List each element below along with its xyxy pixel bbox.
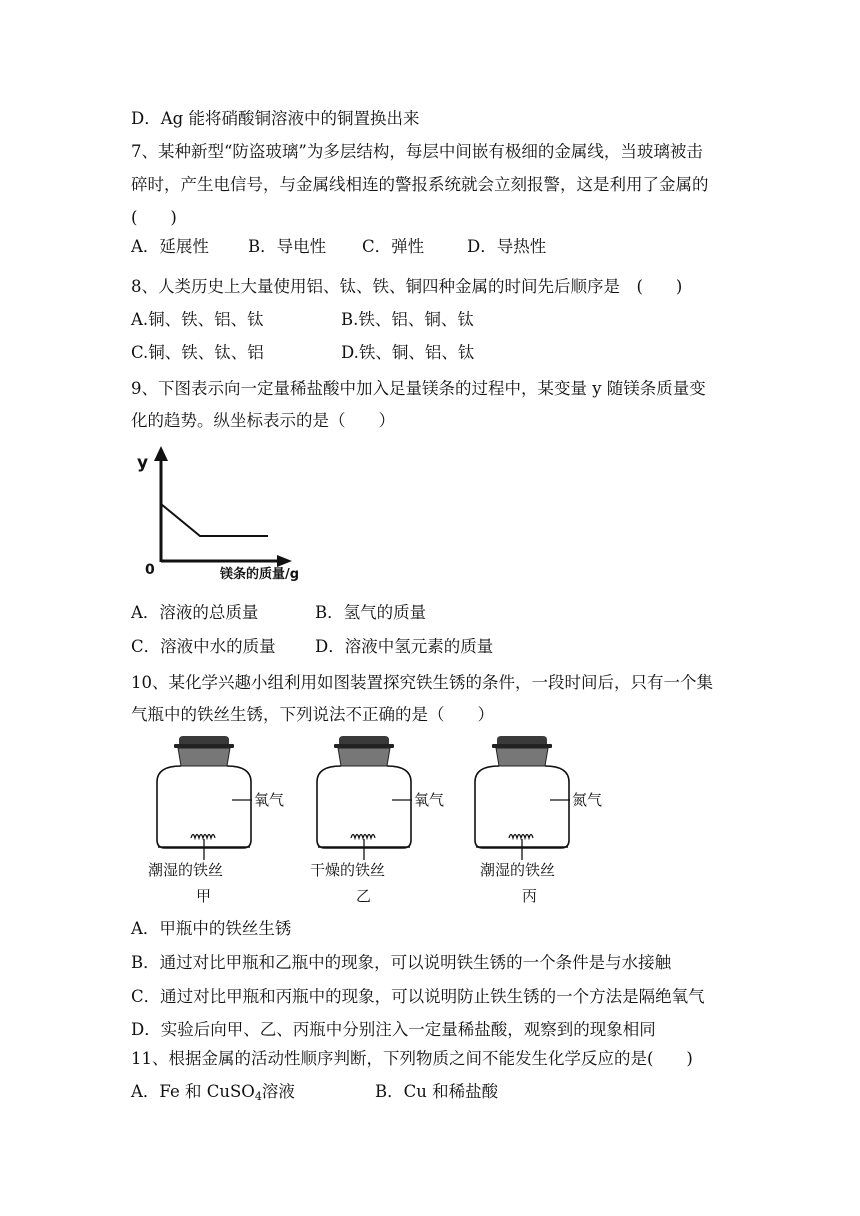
- x-axis-arrow: [277, 555, 292, 567]
- q11-stem: 11、根据金属的活动性顺序判断，下列物质之间不能发生化学反应的是( ): [131, 1049, 693, 1068]
- q8-option-c: C.铜、铁、钛、铝: [131, 343, 264, 362]
- x-axis-label: 镁条的质量/g: [220, 567, 300, 582]
- jar-jia-gas: 氧气: [254, 791, 285, 809]
- q11-option-a: [131, 1081, 295, 1108]
- jar-jia-name: 甲: [196, 887, 212, 905]
- trend-line: [161, 504, 268, 536]
- q10-jar-diagram: [140, 736, 620, 908]
- q9-option-c: C．溶液中水的质量: [131, 637, 276, 656]
- jar-yi-name: 乙: [356, 887, 372, 905]
- jar-bing-name: 丙: [522, 887, 538, 905]
- q8-option-d: D.铁、铜、铝、钛: [341, 343, 475, 362]
- q7-option-a: A．延展性: [131, 237, 209, 256]
- y-axis-label: y: [137, 453, 149, 473]
- q8-option-a: A.铜、铁、铝、钛: [131, 310, 264, 329]
- q11-option-a-subscript: 4: [254, 1090, 262, 1103]
- q10-option-a: A．甲瓶中的铁丝生锈: [131, 919, 292, 938]
- q9-option-a: A．溶液的总质量: [131, 603, 259, 622]
- q9-stem-line2: 化的趋势。纵坐标表示的是（ ）: [131, 411, 395, 430]
- origin-label: 0: [145, 562, 155, 578]
- q7-stem-line3: ( ): [131, 208, 177, 227]
- jar-bing-gas: 氮气: [572, 791, 603, 809]
- q10-stem-line1: 10、某化学兴趣小组利用如图装置探究铁生锈的条件，一段时间后，只有一个集: [131, 673, 713, 692]
- q11-option-a-suffix: 溶液: [261, 1082, 295, 1101]
- q7-stem-line1: 7、某种新型“防盗玻璃”为多层结构，每层中间嵌有极细的金属线，当玻璃被击: [131, 142, 703, 161]
- jar-bing: [475, 736, 602, 905]
- q7-stem-line2: 碎时，产生电信号，与金属线相连的警报系统就会立刻报警，这是利用了金属的: [131, 175, 709, 194]
- jar-yi-wire: 干燥的铁丝: [310, 861, 386, 879]
- q7-option-b: B．导电性: [248, 237, 327, 256]
- jar-bing-wire: 潮湿的铁丝: [480, 861, 556, 879]
- q11-option-a-text: A．Fe 和 CuSO: [131, 1082, 255, 1101]
- q11-option-b: B．Cu 和稀盐酸: [375, 1082, 499, 1101]
- jar-jia-wire: 潮湿的铁丝: [148, 861, 224, 879]
- q10-option-d: D．实验后向甲、乙、丙瓶中分别注入一定量稀盐酸，观察到的现象相同: [131, 1020, 656, 1039]
- q6-option-d: D．Ag 能将硝酸铜溶液中的铜置换出来: [131, 109, 420, 128]
- q8-option-b: B.铁、铝、铜、钛: [341, 310, 474, 329]
- jar-yi: [310, 736, 444, 905]
- q9-graph: [128, 444, 318, 584]
- q7-option-d: D．导热性: [467, 237, 547, 256]
- q10-option-c: C．通过对比甲瓶和丙瓶中的现象，可以说明防止铁生锈的一个方法是隔绝氧气: [131, 987, 705, 1006]
- q9-stem-line1: 9、下图表示向一定量稀盐酸中加入足量镁条的过程中，某变量 y 随镁条质量变: [131, 379, 706, 398]
- q10-option-b: B．通过对比甲瓶和乙瓶中的现象，可以说明铁生锈的一个条件是与水接触: [131, 953, 672, 972]
- jar-jia: [148, 736, 284, 905]
- q10-stem-line2: 气瓶中的铁丝生锈，下列说法不正确的是（ ）: [131, 705, 494, 724]
- q9-option-b: B．氢气的质量: [315, 603, 427, 622]
- jar-yi-gas: 氧气: [414, 791, 445, 809]
- q9-option-d: D．溶液中氢元素的质量: [315, 637, 494, 656]
- q7-option-c: C．弹性: [362, 237, 425, 256]
- q8-stem: 8、人类历史上大量使用铝、钛、铁、铜四种金属的时间先后顺序是 ( ): [131, 277, 683, 296]
- y-axis-arrow: [154, 446, 168, 461]
